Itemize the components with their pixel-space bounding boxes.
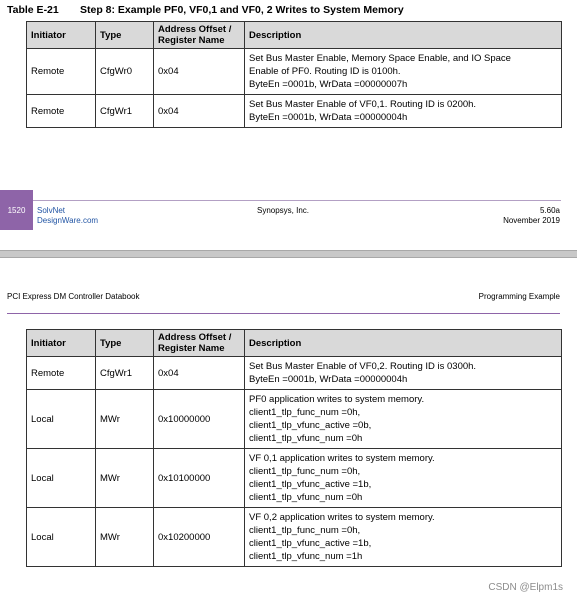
initiator-cell: Remote [27, 95, 96, 128]
description-line: Set Bus Master Enable, Memory Space Enable, and IO Space [249, 53, 511, 64]
table-body-bottom [27, 357, 562, 567]
table-row [27, 449, 562, 508]
description-line: Set Bus Master Enable of VF0,2. Routing ID is 0300h. [249, 361, 477, 372]
description-line: VF 0,2 application writes to system memory. [249, 512, 435, 523]
description-line: Set Bus Master Enable of VF0,1. Routing ID is 0200h. [249, 99, 477, 110]
footer-rule [33, 200, 561, 201]
description-line: client1_tlp_func_num =0h, [249, 466, 361, 477]
page-break [0, 250, 577, 258]
table-row [27, 508, 562, 567]
initiator-cell: Local [27, 508, 96, 567]
header-address [154, 330, 245, 357]
header-section: Programming Example [478, 292, 560, 301]
page-number-tab [0, 190, 33, 230]
header-address-line2: Register Name [158, 343, 225, 354]
watermark: CSDN @Elpm1s [488, 582, 563, 593]
config-write-table-top [26, 21, 562, 128]
initiator-cell: Local [27, 390, 96, 449]
table-header-row [27, 22, 562, 49]
header-type: Type [96, 330, 154, 357]
table-title: Step 8: Example PF0, VF0,1 and VF0, 2 Writes to System Memory [80, 4, 404, 16]
footer-brand[interactable] [37, 206, 98, 226]
description-line: client1_tlp_vfunc_num =0h [249, 433, 363, 444]
description-line: client1_tlp_vfunc_active =0b, [249, 420, 372, 431]
table-caption [7, 4, 404, 16]
description-cell [245, 508, 562, 567]
footer-company: Synopsys, Inc. [257, 206, 310, 215]
description-line: ByteEn =0001b, WrData =00000004h [249, 112, 408, 123]
header-rule [7, 313, 560, 314]
description-line: client1_tlp_vfunc_num =0h [249, 492, 363, 503]
description-cell [245, 449, 562, 508]
header-address-line1: Address Offset / [158, 24, 232, 35]
description-line: client1_tlp_vfunc_num =1h [249, 551, 363, 562]
type-cell: MWr [96, 449, 154, 508]
address-cell: 0x10000000 [154, 390, 245, 449]
header-description: Description [245, 22, 562, 49]
address-cell: 0x10200000 [154, 508, 245, 567]
type-cell: MWr [96, 508, 154, 567]
table-row [27, 357, 562, 390]
description-line: client1_tlp_func_num =0h, [249, 525, 361, 536]
description-line: VF 0,1 application writes to system memory. [249, 453, 435, 464]
address-cell: 0x04 [154, 49, 245, 95]
header-doc-title: PCI Express DM Controller Databook [7, 292, 140, 301]
type-cell: CfgWr0 [96, 49, 154, 95]
description-cell [245, 95, 562, 128]
table-row [27, 95, 562, 128]
header-address-line1: Address Offset / [158, 332, 232, 343]
footer-brand-designware[interactable]: DesignWare.com [37, 216, 99, 225]
header-address [154, 22, 245, 49]
description-line: client1_tlp_func_num =0h, [249, 407, 361, 418]
header-initiator: Initiator [27, 22, 96, 49]
description-cell [245, 390, 562, 449]
type-cell: MWr [96, 390, 154, 449]
page-number: 1520 [7, 205, 26, 215]
description-line: Enable of PF0. Routing ID is 0100h. [249, 66, 401, 77]
initiator-cell: Local [27, 449, 96, 508]
config-write-table-bottom [26, 329, 562, 567]
header-description: Description [245, 330, 562, 357]
footer-version-date [503, 206, 560, 226]
type-cell: CfgWr1 [96, 357, 154, 390]
initiator-cell: Remote [27, 49, 96, 95]
description-line: client1_tlp_vfunc_active =1b, [249, 479, 372, 490]
header-initiator: Initiator [27, 330, 96, 357]
description-line: client1_tlp_vfunc_active =1b, [249, 538, 372, 549]
description-cell [245, 49, 562, 95]
table-body-top [27, 49, 562, 128]
description-line: ByteEn =0001b, WrData =00000007h [249, 79, 408, 90]
description-cell [245, 357, 562, 390]
table-header-row [27, 330, 562, 357]
address-cell: 0x04 [154, 357, 245, 390]
address-cell: 0x10100000 [154, 449, 245, 508]
initiator-cell: Remote [27, 357, 96, 390]
type-cell: CfgWr1 [96, 95, 154, 128]
table-row [27, 49, 562, 95]
address-cell: 0x04 [154, 95, 245, 128]
footer-version: 5.60a [539, 206, 560, 215]
footer-date: November 2019 [503, 216, 560, 225]
footer-brand-solvnet[interactable]: SolvNet [37, 206, 66, 215]
table-row [27, 390, 562, 449]
table-number: Table E-21 [7, 4, 59, 16]
header-address-line2: Register Name [158, 35, 225, 46]
header-type: Type [96, 22, 154, 49]
description-line: PF0 application writes to system memory. [249, 394, 425, 405]
description-line: ByteEn =0001b, WrData =00000004h [249, 374, 408, 385]
